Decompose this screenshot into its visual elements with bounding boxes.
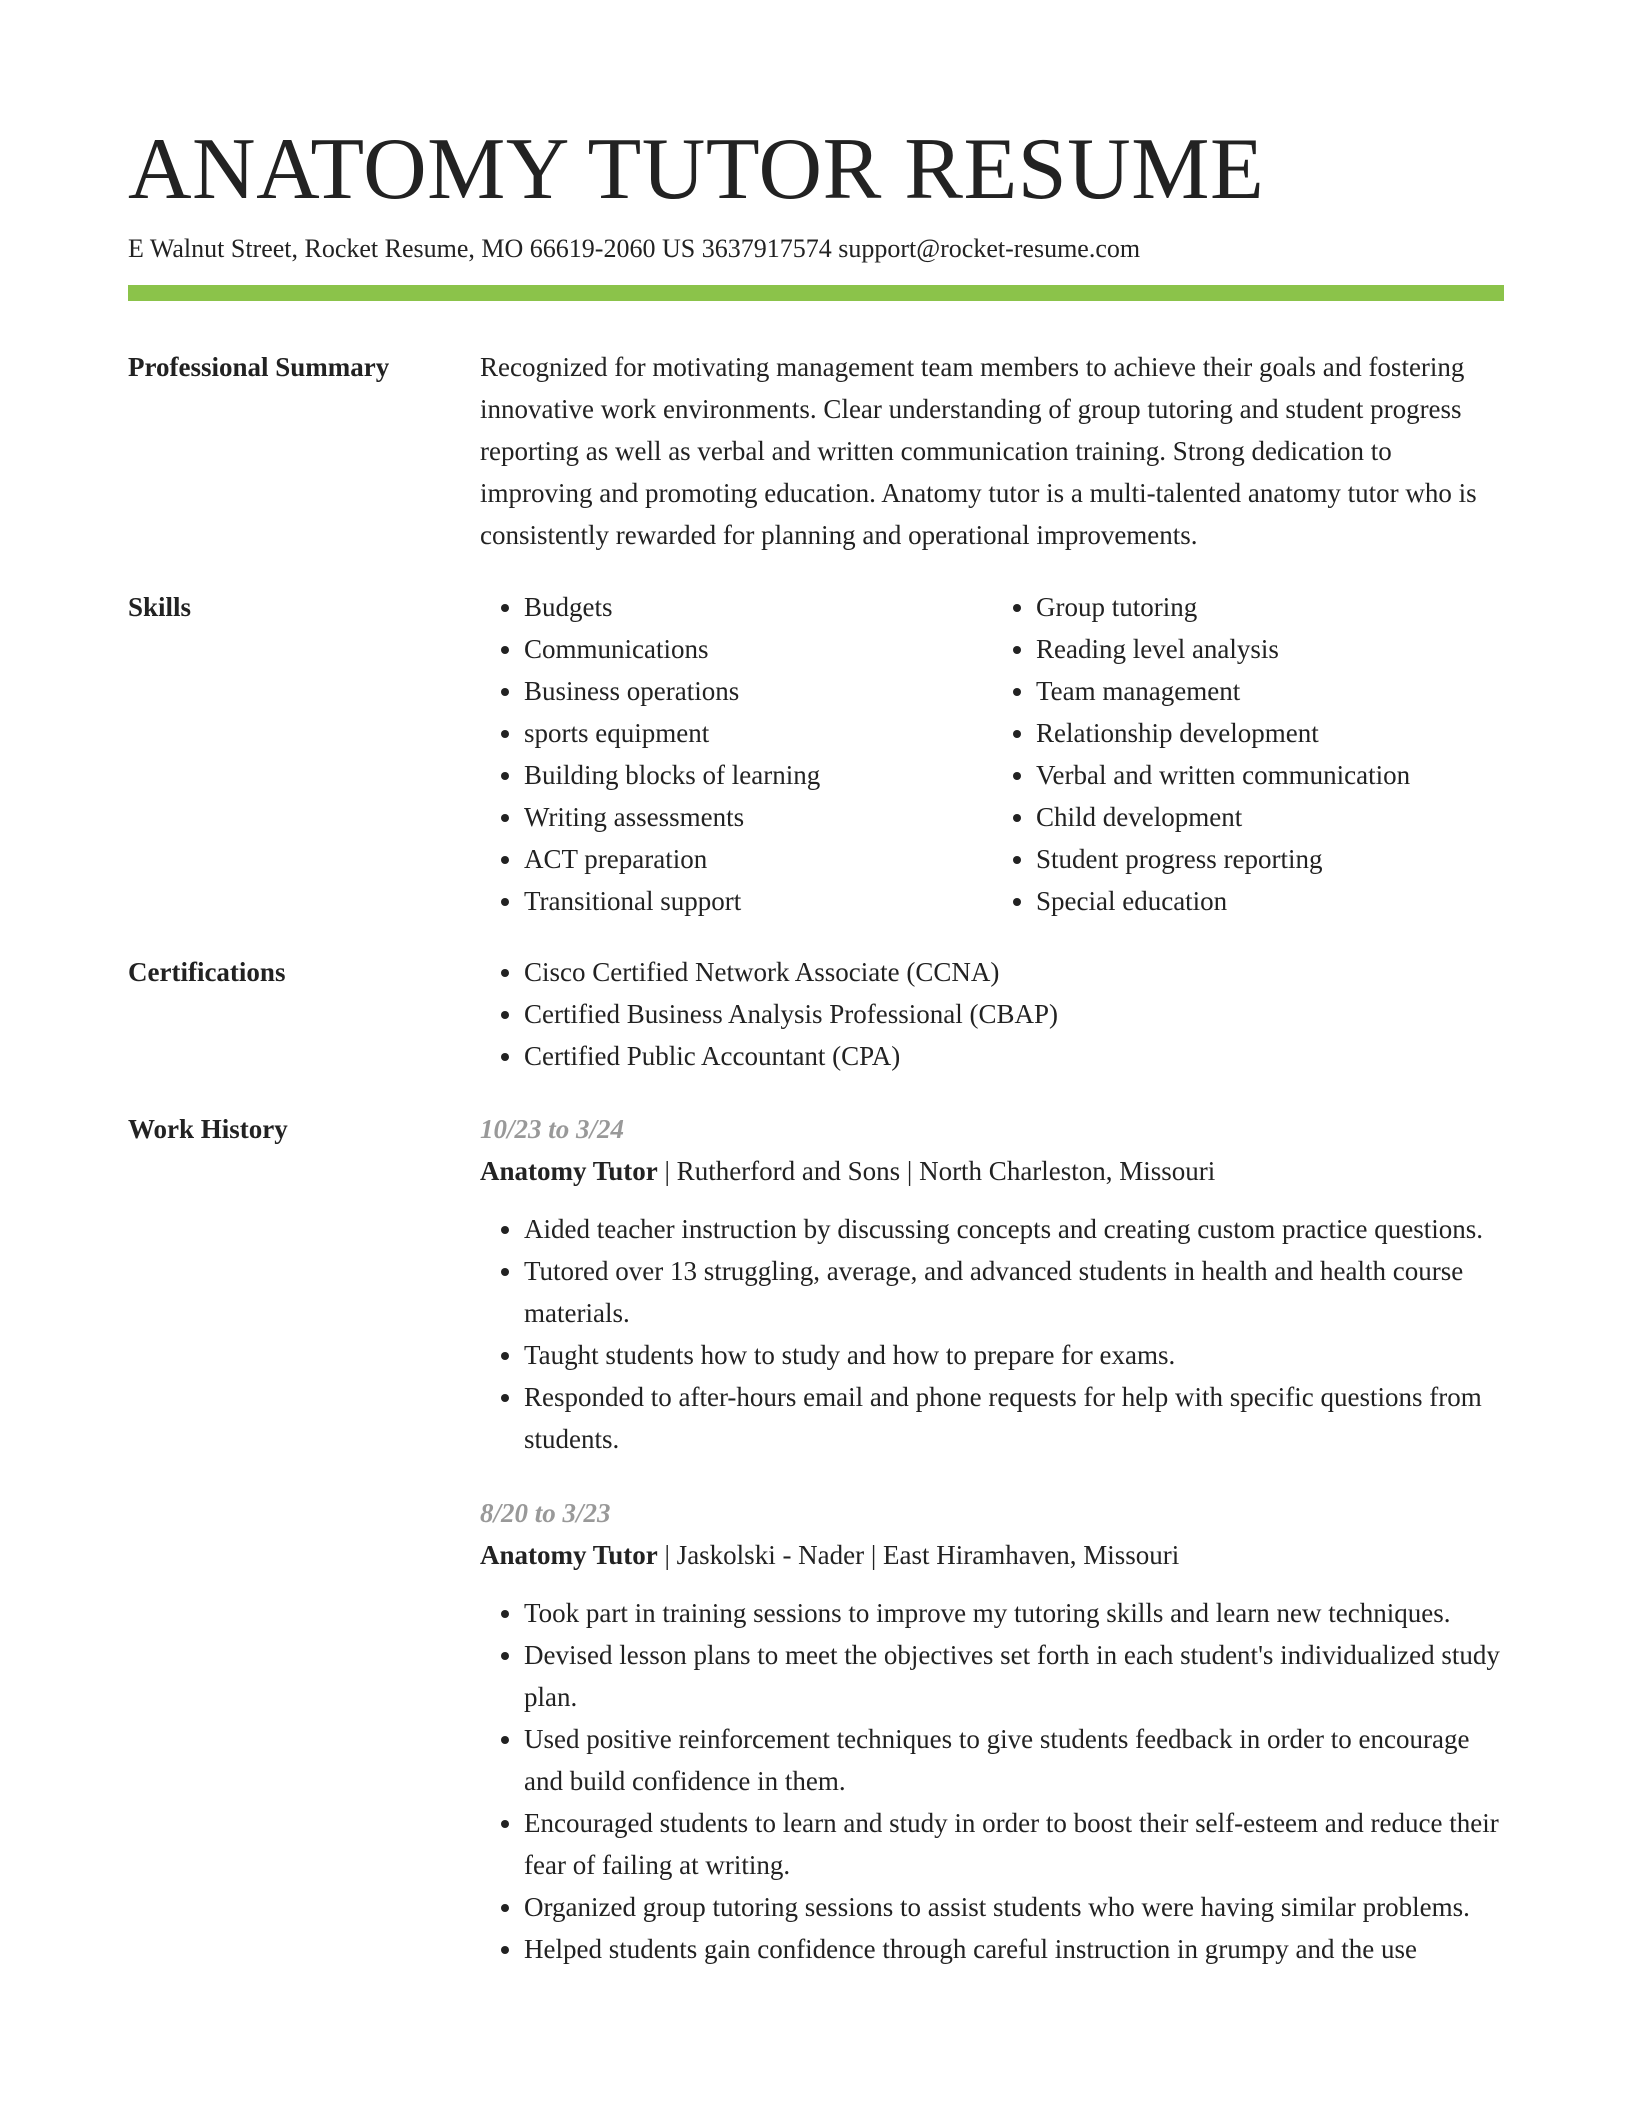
summary-text: Recognized for motivating management team members to achieve their goals and fostering innovative work environments. Clear understanding of group tutoring and student progress reporting as well as verbal and written communication training. Strong dedication to improving and promoting education. Anatomy tutor is a multi-talented anatomy tutor who is consistently rewarded for planning and operational improvements.	[480, 352, 1477, 550]
skill-item: • ACT preparation	[524, 838, 992, 880]
job-bullet: • Encouraged students to learn and study in order to boost their self-esteem and reduce their fear of failing at writing.	[524, 1802, 1504, 1886]
job-details: | Rutherford and Sons | North Charleston, Missouri	[657, 1156, 1216, 1186]
section-label-summary: Professional Summary	[128, 352, 390, 382]
skill-item: • sports equipment	[524, 712, 992, 754]
skills-list-right	[992, 586, 1504, 922]
skill-item: • Budgets	[524, 586, 992, 628]
skill-item: • Transitional support	[524, 880, 992, 922]
resume-title: ANATOMY TUTOR RESUME	[128, 121, 1265, 218]
job-heading	[480, 1150, 1504, 1192]
work-history-body	[480, 1108, 1504, 2002]
skill-item: • Verbal and written communication	[1036, 754, 1504, 796]
job-bullet: • Used positive reinforcement techniques to give students feedback in order to encourage and build confidence in them.	[524, 1718, 1504, 1802]
section-label-work-history: Work History	[128, 1114, 288, 1144]
job-heading	[480, 1534, 1504, 1576]
header-divider	[128, 285, 1504, 301]
job-bullet: • Took part in training sessions to improve my tutoring skills and learn new techniques.	[524, 1592, 1504, 1634]
skill-item: • Writing assessments	[524, 796, 992, 838]
job-bullet: • Aided teacher instruction by discussing concepts and creating custom practice questions.	[524, 1208, 1504, 1250]
skill-item: • Reading level analysis	[1036, 628, 1504, 670]
skill-item: • Business operations	[524, 670, 992, 712]
job-entry	[480, 1108, 1504, 1460]
contact-line: E Walnut Street, Rocket Resume, MO 66619-2060 US 3637917574 support@rocket-resume.com	[128, 234, 1141, 263]
certification-item: • Cisco Certified Network Associate (CCNA)	[524, 951, 1504, 993]
certification-item: • Certified Public Accountant (CPA)	[524, 1035, 1504, 1077]
skills-list-left	[480, 586, 992, 922]
job-dates: 10/23 to 3/24	[480, 1114, 625, 1144]
skill-item: • Team management	[1036, 670, 1504, 712]
certifications-body	[480, 951, 1504, 1077]
certifications-list	[480, 951, 1504, 1077]
skill-item: • Child development	[1036, 796, 1504, 838]
job-entry	[480, 1492, 1504, 1970]
skill-item: • Group tutoring	[1036, 586, 1504, 628]
skill-item: • Student progress reporting	[1036, 838, 1504, 880]
job-bullets	[480, 1208, 1504, 1460]
section-label-certifications: Certifications	[128, 957, 286, 987]
job-details: | Jaskolski - Nader | East Hiramhaven, Missouri	[657, 1540, 1180, 1570]
skills-body	[480, 586, 1504, 922]
job-bullet: • Responded to after-hours email and phone requests for help with specific questions from students.	[524, 1376, 1504, 1460]
skill-item: • Relationship development	[1036, 712, 1504, 754]
skill-item: • Building blocks of learning	[524, 754, 992, 796]
section-label-skills: Skills	[128, 592, 192, 622]
skill-item: • Special education	[1036, 880, 1504, 922]
job-dates: 8/20 to 3/23	[480, 1498, 611, 1528]
summary-body	[480, 346, 1504, 556]
job-bullet: • Taught students how to study and how to prepare for exams.	[524, 1334, 1504, 1376]
job-bullets	[480, 1592, 1504, 1970]
job-bullet: • Devised lesson plans to meet the objectives set forth in each student's individualized study plan.	[524, 1634, 1504, 1718]
certification-item: • Certified Business Analysis Professional (CBAP)	[524, 993, 1504, 1035]
job-bullet: • Helped students gain confidence through careful instruction in grumpy and the use	[524, 1928, 1504, 1970]
job-title: Anatomy Tutor	[480, 1540, 658, 1570]
job-bullet: • Organized group tutoring sessions to assist students who were having similar problems.	[524, 1886, 1504, 1928]
job-title: Anatomy Tutor	[480, 1156, 658, 1186]
skill-item: • Communications	[524, 628, 992, 670]
job-bullet: • Tutored over 13 struggling, average, and advanced students in health and health course materials.	[524, 1250, 1504, 1334]
